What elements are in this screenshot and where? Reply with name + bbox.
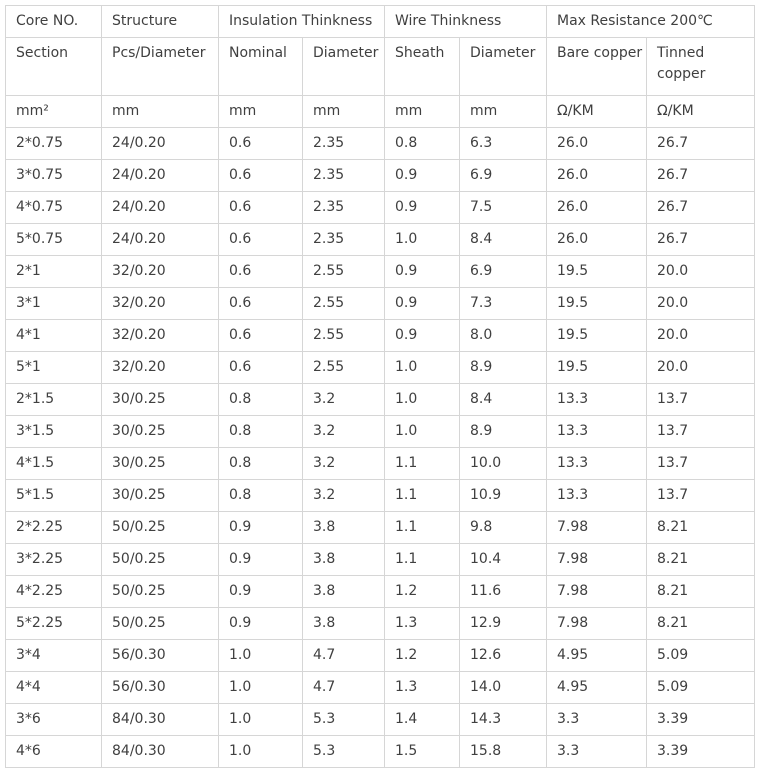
table-row: [6, 576, 755, 608]
table-row: [6, 352, 755, 384]
cell-section: 4*2.25: [6, 576, 102, 608]
cell-section: 5*0.75: [6, 224, 102, 256]
cell-tinned-copper: 20.0: [647, 320, 755, 352]
cell-pcs-diameter: 24/0.20: [102, 224, 219, 256]
cell-bare-copper: 19.5: [547, 256, 647, 288]
cell-sheath: 1.1: [385, 544, 460, 576]
cell-bare-copper: 26.0: [547, 192, 647, 224]
cell-pcs-diameter: 30/0.25: [102, 416, 219, 448]
cell-nominal: 0.6: [219, 128, 303, 160]
cell-tinned-copper: 5.09: [647, 640, 755, 672]
cell-sheath: 1.0: [385, 416, 460, 448]
table-row: [6, 736, 755, 768]
cell-section: 4*4: [6, 672, 102, 704]
cell-insulation-diameter: 2.35: [303, 160, 385, 192]
cell-sheath: 0.9: [385, 256, 460, 288]
unit-cell: mm: [303, 96, 385, 128]
cell-tinned-copper: 13.7: [647, 480, 755, 512]
cell-insulation-diameter: 2.35: [303, 192, 385, 224]
cell-tinned-copper: 20.0: [647, 352, 755, 384]
cell-wire-diameter: 15.8: [460, 736, 547, 768]
table-row: [6, 128, 755, 160]
cell-tinned-copper: 8.21: [647, 576, 755, 608]
cell-section: 3*1: [6, 288, 102, 320]
cell-wire-diameter: 10.9: [460, 480, 547, 512]
cell-tinned-copper: 26.7: [647, 128, 755, 160]
table-row: [6, 448, 755, 480]
cell-nominal: 1.0: [219, 640, 303, 672]
cell-bare-copper: 13.3: [547, 384, 647, 416]
unit-cell: mm: [219, 96, 303, 128]
cell-wire-diameter: 8.9: [460, 416, 547, 448]
cell-bare-copper: 13.3: [547, 448, 647, 480]
cell-wire-diameter: 8.4: [460, 224, 547, 256]
cell-sheath: 1.2: [385, 640, 460, 672]
table-row: [6, 640, 755, 672]
cell-insulation-diameter: 5.3: [303, 736, 385, 768]
cell-pcs-diameter: 50/0.25: [102, 576, 219, 608]
cell-bare-copper: 7.98: [547, 544, 647, 576]
table-row: [6, 672, 755, 704]
cell-bare-copper: 13.3: [547, 480, 647, 512]
cell-sheath: 0.8: [385, 128, 460, 160]
table-row: [6, 192, 755, 224]
cell-nominal: 1.0: [219, 672, 303, 704]
cell-nominal: 0.6: [219, 160, 303, 192]
cell-bare-copper: 4.95: [547, 640, 647, 672]
table-row: [6, 160, 755, 192]
cell-insulation-diameter: 3.8: [303, 608, 385, 640]
cell-sheath: 1.1: [385, 512, 460, 544]
cell-bare-copper: 7.98: [547, 608, 647, 640]
cell-sheath: 0.9: [385, 288, 460, 320]
cell-insulation-diameter: 2.55: [303, 256, 385, 288]
cell-tinned-copper: 26.7: [647, 192, 755, 224]
cell-section: 2*2.25: [6, 512, 102, 544]
cell-sheath: 1.4: [385, 704, 460, 736]
cell-bare-copper: 13.3: [547, 416, 647, 448]
cell-wire-diameter: 12.9: [460, 608, 547, 640]
subheader-bare-copper: Bare copper: [547, 38, 647, 96]
cell-tinned-copper: 20.0: [647, 288, 755, 320]
cell-wire-diameter: 9.8: [460, 512, 547, 544]
cell-sheath: 0.9: [385, 320, 460, 352]
unit-cell: Ω/KM: [547, 96, 647, 128]
subheader-section: Section: [6, 38, 102, 96]
cell-insulation-diameter: 2.35: [303, 224, 385, 256]
cell-section: 4*1.5: [6, 448, 102, 480]
cell-insulation-diameter: 3.2: [303, 416, 385, 448]
cell-nominal: 0.6: [219, 288, 303, 320]
header-structure: Structure: [102, 6, 219, 38]
cell-insulation-diameter: 2.55: [303, 320, 385, 352]
header-row-groups: [6, 6, 755, 38]
cell-sheath: 1.2: [385, 576, 460, 608]
cell-sheath: 1.3: [385, 672, 460, 704]
cell-pcs-diameter: 24/0.20: [102, 192, 219, 224]
cell-insulation-diameter: 3.2: [303, 448, 385, 480]
cell-tinned-copper: 20.0: [647, 256, 755, 288]
unit-cell: mm: [102, 96, 219, 128]
cell-bare-copper: 19.5: [547, 288, 647, 320]
cell-nominal: 0.8: [219, 416, 303, 448]
cell-bare-copper: 7.98: [547, 512, 647, 544]
cell-nominal: 0.9: [219, 544, 303, 576]
table-row: [6, 288, 755, 320]
cell-insulation-diameter: 3.2: [303, 384, 385, 416]
header-core-no: Core NO.: [6, 6, 102, 38]
cell-bare-copper: 3.3: [547, 704, 647, 736]
cell-wire-diameter: 12.6: [460, 640, 547, 672]
cell-nominal: 0.9: [219, 512, 303, 544]
cell-bare-copper: 26.0: [547, 128, 647, 160]
header-wire-thinkness: Wire Thinkness: [385, 6, 547, 38]
cell-section: 5*2.25: [6, 608, 102, 640]
subheader-tinned-copper: Tinned copper: [647, 38, 755, 96]
cell-pcs-diameter: 56/0.30: [102, 640, 219, 672]
table-row: [6, 544, 755, 576]
cell-wire-diameter: 11.6: [460, 576, 547, 608]
cell-wire-diameter: 8.9: [460, 352, 547, 384]
cell-section: 4*6: [6, 736, 102, 768]
subheader-wire-diameter: Diameter: [460, 38, 547, 96]
cell-tinned-copper: 26.7: [647, 160, 755, 192]
subheader-sheath: Sheath: [385, 38, 460, 96]
cell-wire-diameter: 6.9: [460, 160, 547, 192]
cell-pcs-diameter: 50/0.25: [102, 512, 219, 544]
cell-tinned-copper: 5.09: [647, 672, 755, 704]
cell-insulation-diameter: 3.8: [303, 544, 385, 576]
cell-pcs-diameter: 84/0.30: [102, 736, 219, 768]
cell-sheath: 1.5: [385, 736, 460, 768]
cell-nominal: 0.8: [219, 384, 303, 416]
header-insulation-thinkness: Insulation Thinkness: [219, 6, 385, 38]
cell-bare-copper: 3.3: [547, 736, 647, 768]
subheader-pcs-diameter: Pcs/Diameter: [102, 38, 219, 96]
cell-pcs-diameter: 24/0.20: [102, 160, 219, 192]
cell-bare-copper: 26.0: [547, 224, 647, 256]
cell-nominal: 1.0: [219, 704, 303, 736]
cell-tinned-copper: 3.39: [647, 736, 755, 768]
cell-insulation-diameter: 3.8: [303, 512, 385, 544]
units-row: [6, 96, 755, 128]
cell-wire-diameter: 14.0: [460, 672, 547, 704]
table-row: [6, 256, 755, 288]
cell-pcs-diameter: 56/0.30: [102, 672, 219, 704]
cell-insulation-diameter: 4.7: [303, 672, 385, 704]
cell-insulation-diameter: 3.8: [303, 576, 385, 608]
table-row: [6, 224, 755, 256]
cell-wire-diameter: 8.4: [460, 384, 547, 416]
cell-pcs-diameter: 24/0.20: [102, 128, 219, 160]
table-row: [6, 416, 755, 448]
cell-bare-copper: 7.98: [547, 576, 647, 608]
cell-section: 2*1.5: [6, 384, 102, 416]
cell-tinned-copper: 13.7: [647, 384, 755, 416]
cell-wire-diameter: 7.5: [460, 192, 547, 224]
cell-tinned-copper: 8.21: [647, 544, 755, 576]
cell-nominal: 0.9: [219, 576, 303, 608]
cell-sheath: 0.9: [385, 192, 460, 224]
cell-wire-diameter: 6.9: [460, 256, 547, 288]
cell-sheath: 1.1: [385, 480, 460, 512]
cell-wire-diameter: 7.3: [460, 288, 547, 320]
cell-tinned-copper: 13.7: [647, 416, 755, 448]
cell-insulation-diameter: 2.55: [303, 288, 385, 320]
unit-cell: mm²: [6, 96, 102, 128]
subheader-nominal: Nominal: [219, 38, 303, 96]
header-max-resistance: Max Resistance 200℃: [547, 6, 755, 38]
cell-pcs-diameter: 30/0.25: [102, 480, 219, 512]
cell-insulation-diameter: 2.35: [303, 128, 385, 160]
cell-pcs-diameter: 30/0.25: [102, 448, 219, 480]
unit-cell: mm: [385, 96, 460, 128]
cell-sheath: 1.0: [385, 224, 460, 256]
cell-wire-diameter: 8.0: [460, 320, 547, 352]
unit-cell: mm: [460, 96, 547, 128]
cell-insulation-diameter: 2.55: [303, 352, 385, 384]
table-row: [6, 704, 755, 736]
cell-pcs-diameter: 32/0.20: [102, 256, 219, 288]
cell-bare-copper: 19.5: [547, 320, 647, 352]
cell-pcs-diameter: 32/0.20: [102, 288, 219, 320]
cell-sheath: 1.0: [385, 384, 460, 416]
cell-section: 2*0.75: [6, 128, 102, 160]
cell-section: 3*4: [6, 640, 102, 672]
cell-tinned-copper: 26.7: [647, 224, 755, 256]
cell-tinned-copper: 8.21: [647, 512, 755, 544]
cell-section: 3*2.25: [6, 544, 102, 576]
cell-wire-diameter: 10.0: [460, 448, 547, 480]
cell-insulation-diameter: 3.2: [303, 480, 385, 512]
cell-bare-copper: 4.95: [547, 672, 647, 704]
table-row: [6, 320, 755, 352]
cell-wire-diameter: 6.3: [460, 128, 547, 160]
unit-cell: Ω/KM: [647, 96, 755, 128]
table-row: [6, 480, 755, 512]
cell-bare-copper: 26.0: [547, 160, 647, 192]
header-row-subheaders: [6, 38, 755, 96]
cell-sheath: 1.1: [385, 448, 460, 480]
table-row: [6, 512, 755, 544]
cell-pcs-diameter: 32/0.20: [102, 352, 219, 384]
cell-nominal: 0.6: [219, 352, 303, 384]
cell-wire-diameter: 10.4: [460, 544, 547, 576]
cell-wire-diameter: 14.3: [460, 704, 547, 736]
cell-section: 5*1.5: [6, 480, 102, 512]
cell-sheath: 1.0: [385, 352, 460, 384]
cell-section: 3*6: [6, 704, 102, 736]
cell-insulation-diameter: 4.7: [303, 640, 385, 672]
cell-nominal: 0.8: [219, 480, 303, 512]
cell-section: 5*1: [6, 352, 102, 384]
cell-section: 2*1: [6, 256, 102, 288]
cell-section: 3*1.5: [6, 416, 102, 448]
cell-nominal: 1.0: [219, 736, 303, 768]
cell-tinned-copper: 3.39: [647, 704, 755, 736]
cell-nominal: 0.6: [219, 192, 303, 224]
table-row: [6, 608, 755, 640]
cell-tinned-copper: 13.7: [647, 448, 755, 480]
cell-pcs-diameter: 50/0.25: [102, 608, 219, 640]
cell-pcs-diameter: 50/0.25: [102, 544, 219, 576]
cell-nominal: 0.6: [219, 256, 303, 288]
cell-tinned-copper: 8.21: [647, 608, 755, 640]
cell-nominal: 0.9: [219, 608, 303, 640]
cell-nominal: 0.6: [219, 224, 303, 256]
cell-section: 3*0.75: [6, 160, 102, 192]
subheader-insulation-diameter: Diameter: [303, 38, 385, 96]
cell-section: 4*0.75: [6, 192, 102, 224]
cell-insulation-diameter: 5.3: [303, 704, 385, 736]
cell-section: 4*1: [6, 320, 102, 352]
cell-bare-copper: 19.5: [547, 352, 647, 384]
cell-pcs-diameter: 84/0.30: [102, 704, 219, 736]
cell-sheath: 0.9: [385, 160, 460, 192]
cell-pcs-diameter: 30/0.25: [102, 384, 219, 416]
table-row: [6, 384, 755, 416]
cable-spec-table: [5, 5, 755, 768]
cell-nominal: 0.6: [219, 320, 303, 352]
cell-pcs-diameter: 32/0.20: [102, 320, 219, 352]
cell-nominal: 0.8: [219, 448, 303, 480]
cell-sheath: 1.3: [385, 608, 460, 640]
